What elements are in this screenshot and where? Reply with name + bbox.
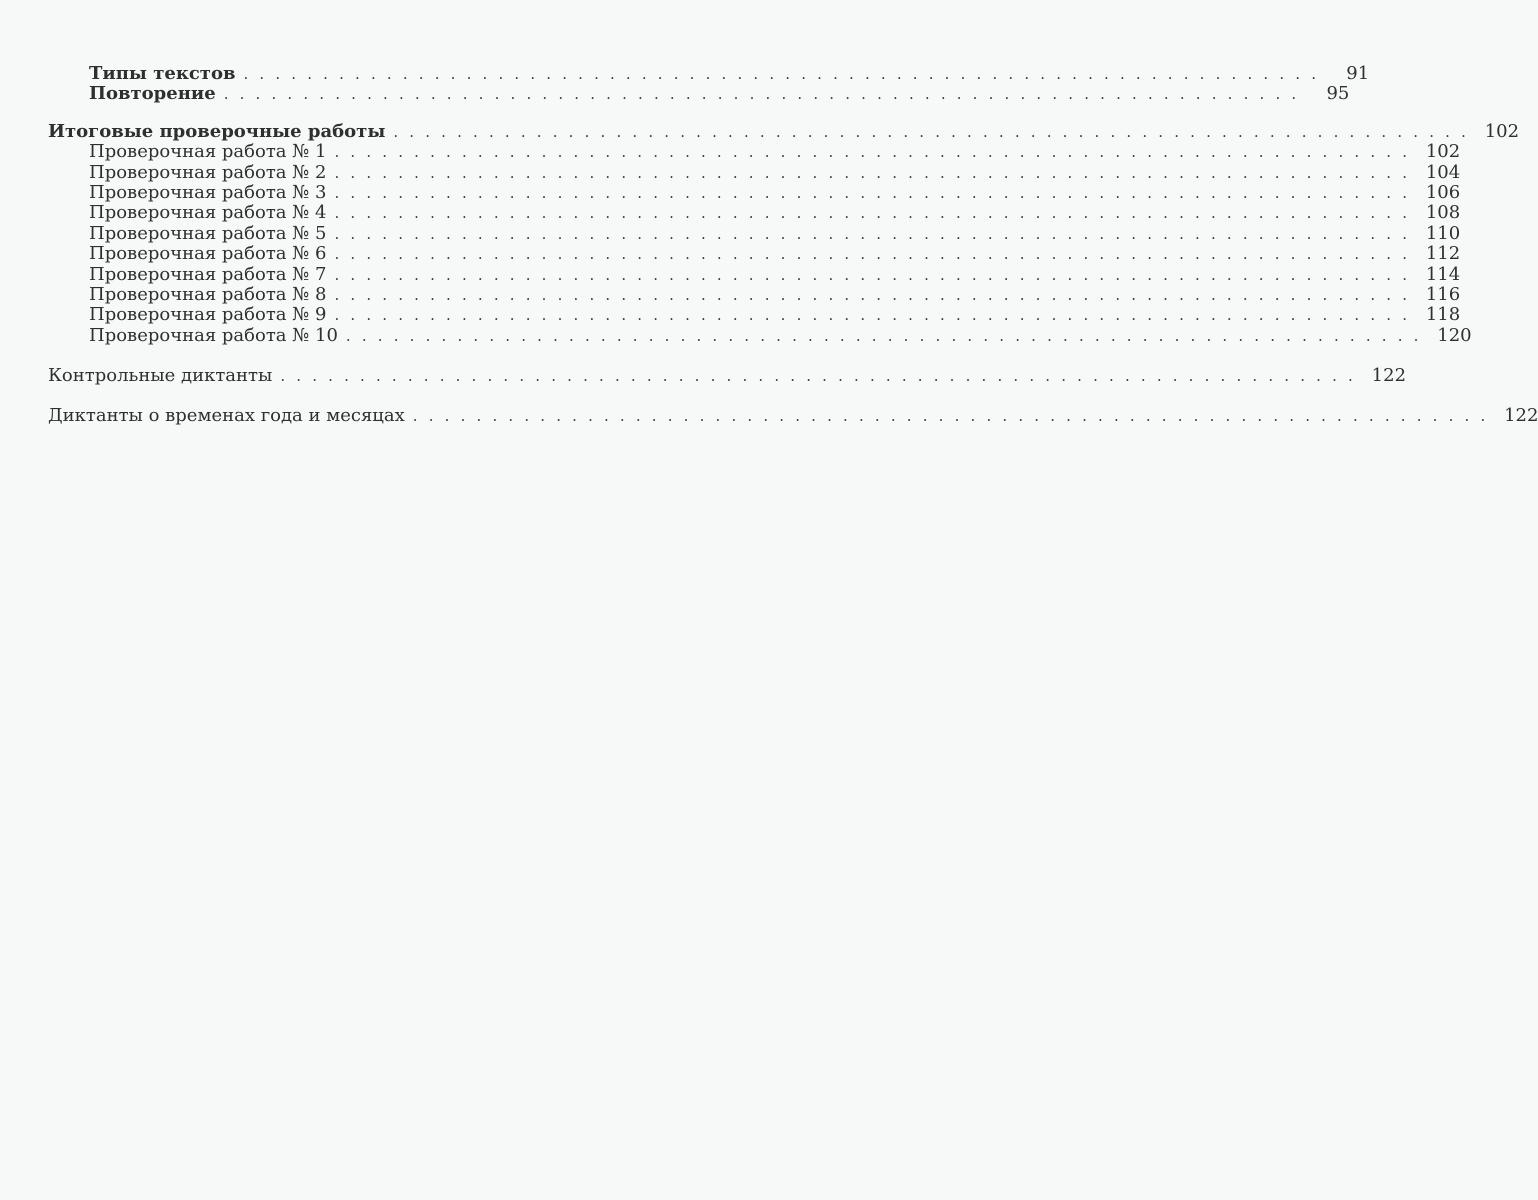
toc-entry-title: Проверочная работа № 1	[89, 141, 327, 163]
section-gap	[48, 105, 808, 122]
toc-section-page: 122	[1371, 365, 1407, 387]
dot-leader: . . . . . . . . . . . . . . . . . . . . . . . . . . . . . . . . . . . . . . . . . . . . . . . . . . . . . . . . . . . . . . . . . . . .	[393, 122, 1470, 141]
toc-entry-title: Проверочная работа № 4	[89, 202, 327, 224]
toc-entry-page: 104	[1425, 161, 1461, 183]
toc-entry-page: 110	[1425, 222, 1461, 244]
toc-entry-page: 120	[1437, 324, 1472, 346]
toc-entry-title: Проверочная работа № 10	[89, 324, 338, 346]
dot-leader: . . . . . . . . . . . . . . . . . . . . . . . . . . . . . . . . . . . . . . . . . . . . . . . . . . . . . . . . . . . . . . . . . . . .	[412, 407, 1489, 426]
toc-entry-page: 118	[1425, 304, 1461, 326]
toc-entry-page: 112	[1425, 243, 1461, 265]
dot-leader: . . . . . . . . . . . . . . . . . . . . . . . . . . . . . . . . . . . . . . . . . . . . . . . . . . . . . . . . . . . . . . . . . . . .	[280, 367, 1357, 386]
toc-entry-work-3	[48, 181, 1461, 203]
toc-entry-page: 95	[1326, 83, 1350, 105]
toc-entry-work-9	[48, 304, 1461, 326]
dot-leader: . . . . . . . . . . . . . . . . . . . . . . . . . . . . . . . . . . . . . . . . . . . . . . . . . . . . . . . . . . . . . . . . . . . .	[243, 65, 1320, 83]
toc-entry-title: Проверочная работа № 7	[89, 263, 327, 285]
toc-entry-work-6	[48, 243, 1461, 265]
toc-entry-work-10	[48, 324, 1472, 346]
toc-entry-work-4	[48, 202, 1461, 224]
toc-section-title: Итоговые проверочные работы	[48, 120, 386, 142]
toc-entry-title: Проверочная работа № 5	[89, 222, 327, 244]
dot-leader: . . . . . . . . . . . . . . . . . . . . . . . . . . . . . . . . . . . . . . . . . . . . . . . . . . . . . . . . . . . . . . . . . . . .	[334, 183, 1411, 202]
toc-entry-title: Проверочная работа № 2	[89, 161, 327, 183]
toc-entry-title: Проверочная работа № 6	[89, 243, 327, 265]
toc-entry-text-types	[48, 63, 1370, 84]
toc-section-page: 122	[1504, 405, 1538, 427]
toc-section-title: Контрольные диктанты	[48, 365, 273, 387]
dot-leader: . . . . . . . . . . . . . . . . . . . . . . . . . . . . . . . . . . . . . . . . . . . . . . . . . . . . . . . . . . . . . . . . . . . .	[345, 326, 1422, 345]
dot-leader: . . . . . . . . . . . . . . . . . . . . . . . . . . . . . . . . . . . . . . . . . . . . . . . . . . . . . . . . . . . . . . . . . . . .	[334, 163, 1411, 182]
toc-section-season-dictations	[48, 405, 1538, 427]
toc-section-page: 102	[1484, 120, 1520, 142]
section-gap	[48, 346, 808, 366]
table-of-contents	[48, 63, 1538, 427]
toc-entry-work-8	[48, 283, 1461, 305]
dot-leader: . . . . . . . . . . . . . . . . . . . . . . . . . . . . . . . . . . . . . . . . . . . . . . . . . . . . . . . . . . . . . . . . . . . .	[334, 224, 1411, 243]
toc-entry-title: Типы текстов	[89, 63, 236, 84]
toc-section-final-works	[48, 120, 1520, 142]
toc-entry-title: Проверочная работа № 9	[89, 304, 327, 326]
dot-leader: . . . . . . . . . . . . . . . . . . . . . . . . . . . . . . . . . . . . . . . . . . . . . . . . . . . . . . . . . . . . . . . . . . . .	[223, 85, 1300, 104]
toc-entry-page: 91	[1346, 63, 1370, 84]
toc-entry-work-2	[48, 161, 1461, 183]
toc-section-title: Диктанты о временах года и месяцах	[48, 405, 405, 427]
dot-leader: . . . . . . . . . . . . . . . . . . . . . . . . . . . . . . . . . . . . . . . . . . . . . . . . . . . . . . . . . . . . . . . . . . . .	[334, 143, 1411, 162]
toc-section-control-dictations	[48, 365, 1407, 387]
dot-leader: . . . . . . . . . . . . . . . . . . . . . . . . . . . . . . . . . . . . . . . . . . . . . . . . . . . . . . . . . . . . . . . . . . . .	[334, 245, 1411, 264]
toc-entry-title: Проверочная работа № 3	[89, 181, 327, 203]
section-gap	[48, 386, 808, 406]
toc-entry-work-7	[48, 263, 1461, 285]
toc-entry-work-1	[48, 141, 1461, 163]
toc-entry-title: Проверочная работа № 8	[89, 283, 327, 305]
toc-entry-page: 116	[1425, 283, 1461, 305]
toc-entry-page: 106	[1425, 181, 1461, 203]
dot-leader: . . . . . . . . . . . . . . . . . . . . . . . . . . . . . . . . . . . . . . . . . . . . . . . . . . . . . . . . . . . . . . . . . . . .	[334, 306, 1411, 325]
toc-entry-page: 102	[1425, 141, 1461, 163]
toc-entry-review	[48, 83, 1350, 105]
toc-entry-page: 114	[1425, 263, 1461, 285]
dot-leader: . . . . . . . . . . . . . . . . . . . . . . . . . . . . . . . . . . . . . . . . . . . . . . . . . . . . . . . . . . . . . . . . . . . .	[334, 265, 1411, 284]
toc-entry-page: 108	[1425, 202, 1461, 224]
toc-entry-title: Повторение	[89, 83, 216, 105]
dot-leader: . . . . . . . . . . . . . . . . . . . . . . . . . . . . . . . . . . . . . . . . . . . . . . . . . . . . . . . . . . . . . . . . . . . .	[334, 204, 1411, 223]
toc-entry-work-5	[48, 222, 1461, 244]
dot-leader: . . . . . . . . . . . . . . . . . . . . . . . . . . . . . . . . . . . . . . . . . . . . . . . . . . . . . . . . . . . . . . . . . . . .	[334, 285, 1411, 304]
